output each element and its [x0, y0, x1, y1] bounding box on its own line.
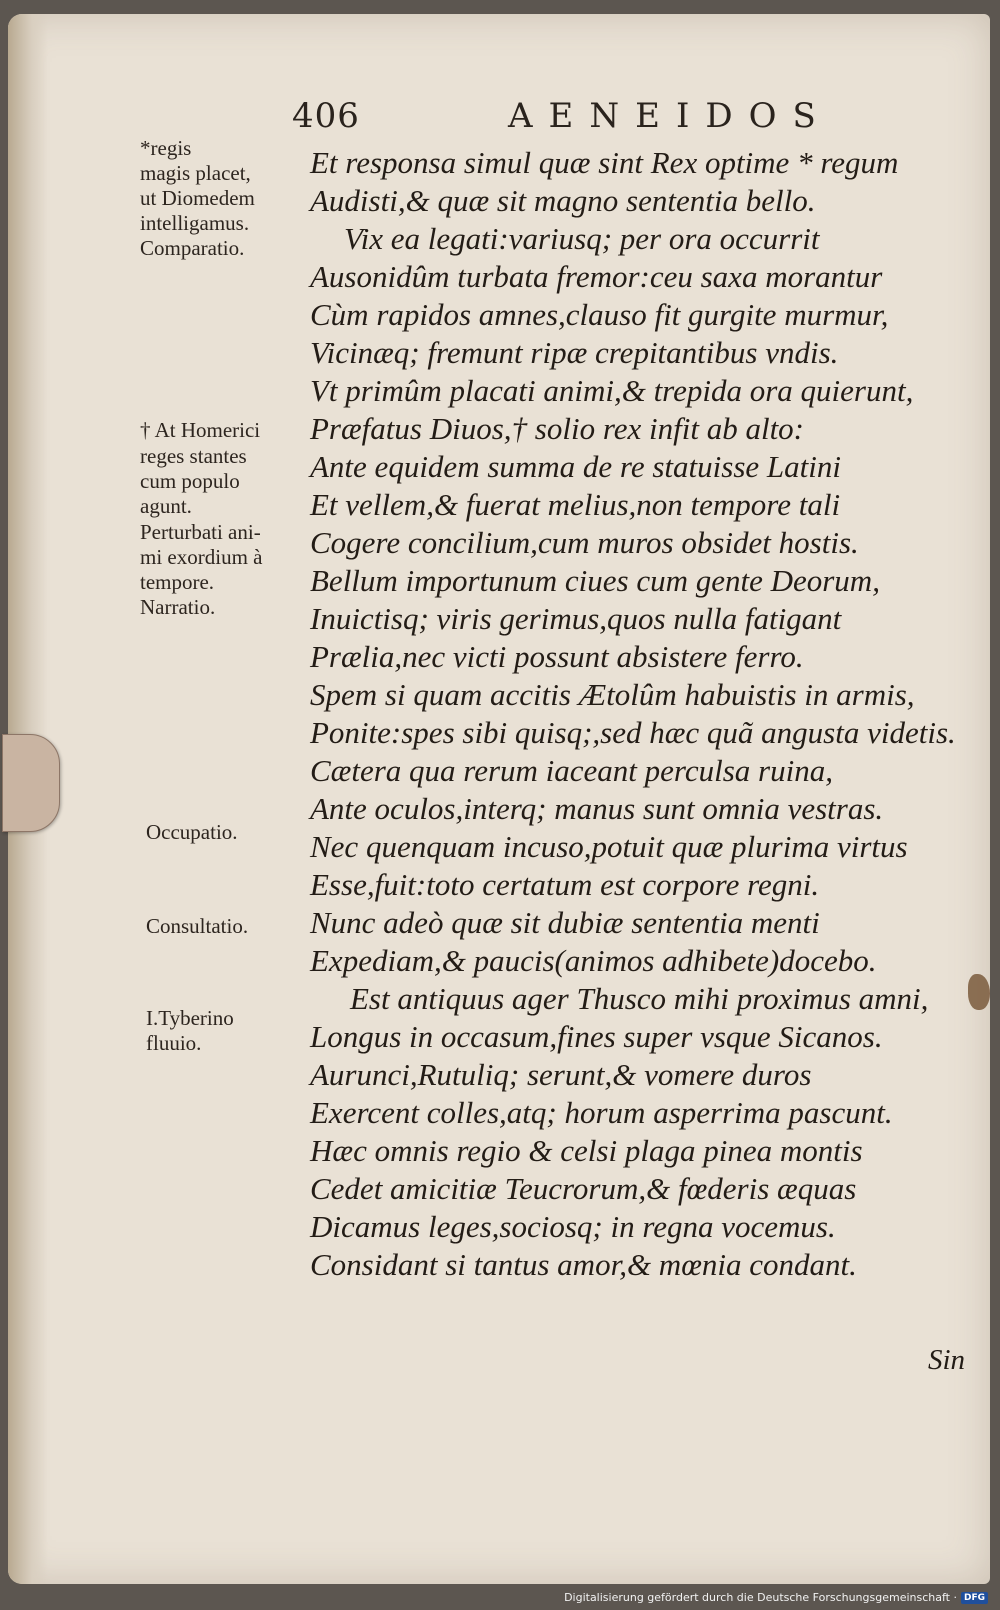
verse-line: Considant si tantus amor,& mœnia condant. [310, 1247, 857, 1282]
verse-line: Ponite:spes sibi quisq;,sed hæc quã angusta videtis. [310, 715, 956, 750]
margin-note: *regis [140, 136, 192, 160]
verse-line: Dicamus leges,sociosq; in regna vocemus. [310, 1209, 836, 1244]
verse-line: Ante oculos,interq; manus sunt omnia vestras. [310, 791, 884, 826]
page-number: 406 [292, 96, 360, 136]
verse-line: Longus in occasum,fines super vsque Sicanos. [310, 1019, 883, 1054]
verse-line: Nec quenquam incuso,potuit quæ plurima virtus [310, 829, 908, 864]
margin-note: mi exordium à [140, 545, 263, 569]
verse-line: Vicinæq; fremunt ripæ crepitantibus vndis. [310, 335, 839, 370]
verse-line: Est antiquus ager Thusco mihi proximus amni, [350, 981, 929, 1016]
margin-note: † At Homerici [140, 418, 261, 442]
verse-line: Ante equidem summa de re statuisse Latini [310, 449, 841, 484]
book-page [8, 14, 990, 1584]
margin-note: intelligamus. [140, 211, 250, 235]
margin-note: Narratio. [140, 595, 216, 619]
page-header [292, 96, 852, 140]
dfg-logo-icon: DFG [961, 1592, 988, 1604]
verse-line: Inuictisq; viris gerimus,quos nulla fatigant [310, 601, 842, 636]
page-marker-tab [2, 734, 60, 832]
margin-note: Comparatio. [140, 236, 245, 260]
verse-line: Cedet amicitiæ Teucrorum,& fœderis æquas [310, 1171, 857, 1206]
margin-note: I.Tyberino [146, 1006, 234, 1030]
margin-note: reges stantes [140, 444, 247, 468]
footer-text: Digitalisierung gefördert durch die Deutsche Forschungsgemeinschaft · [564, 1591, 957, 1604]
verse-line: Cùm rapidos amnes,clauso fit gurgite murmur, [310, 297, 889, 332]
verse-line: Præfatus Diuos,† solio rex infit ab alto: [310, 411, 805, 446]
verse-line: Exercent colles,atq; horum asperrima pascunt. [310, 1095, 893, 1130]
verse-line: Nunc adeò quæ sit dubiæ sententia menti [310, 905, 820, 940]
verse-line: Esse,fuit:toto certatum est corpore regni. [310, 867, 820, 902]
verse-line: Expediam,& paucis(animos adhibete)docebo. [310, 943, 877, 978]
verse-line: Et vellem,& fuerat melius,non tempore tali [310, 487, 841, 522]
verse-line: Spem si quam accitis Ætolûm habuistis in armis, [310, 677, 915, 712]
margin-note: tempore. [140, 570, 215, 594]
paper-stain [968, 974, 990, 1010]
margin-note: Consultatio. [146, 914, 249, 938]
verse-line: Hæc omnis regio & celsi plaga pinea montis [310, 1133, 863, 1168]
digitization-footer [564, 1591, 988, 1604]
margin-note: Occupatio. [146, 820, 238, 844]
margin-note: ut Diomedem [140, 186, 255, 210]
running-title: AENEIDOS [508, 96, 832, 136]
margin-note: magis placet, [140, 161, 251, 185]
verse-line: Prælia,nec victi possunt absistere ferro. [310, 639, 804, 674]
catchword: Sin [928, 1344, 966, 1376]
verse-line: Cogere concilium,cum muros obsidet hostis. [310, 525, 859, 560]
verse-line: Vix ea legati:variusq; per ora occurrit [344, 221, 820, 256]
verse-line: Cætera qua rerum iaceant perculsa ruina, [310, 753, 833, 788]
verse-line: Ausonidûm turbata fremor:ceu saxa morantur [310, 259, 883, 294]
verse-line: Vt primûm placati animi,& trepida ora quierunt, [310, 373, 914, 408]
verse-line: Aurunci,Rutuliq; serunt,& vomere duros [310, 1057, 812, 1092]
verse-line: Bellum importunum ciues cum gente Deorum, [310, 563, 880, 598]
margin-note: cum populo [140, 469, 240, 493]
verse-line: Et responsa simul quæ sint Rex optime * regum [310, 145, 899, 180]
margin-note: fluuio. [146, 1031, 202, 1055]
verse-line: Audisti,& quæ sit magno sententia bello. [310, 183, 816, 218]
margin-note: Perturbati ani- [140, 520, 261, 544]
margin-note: agunt. [140, 494, 192, 518]
